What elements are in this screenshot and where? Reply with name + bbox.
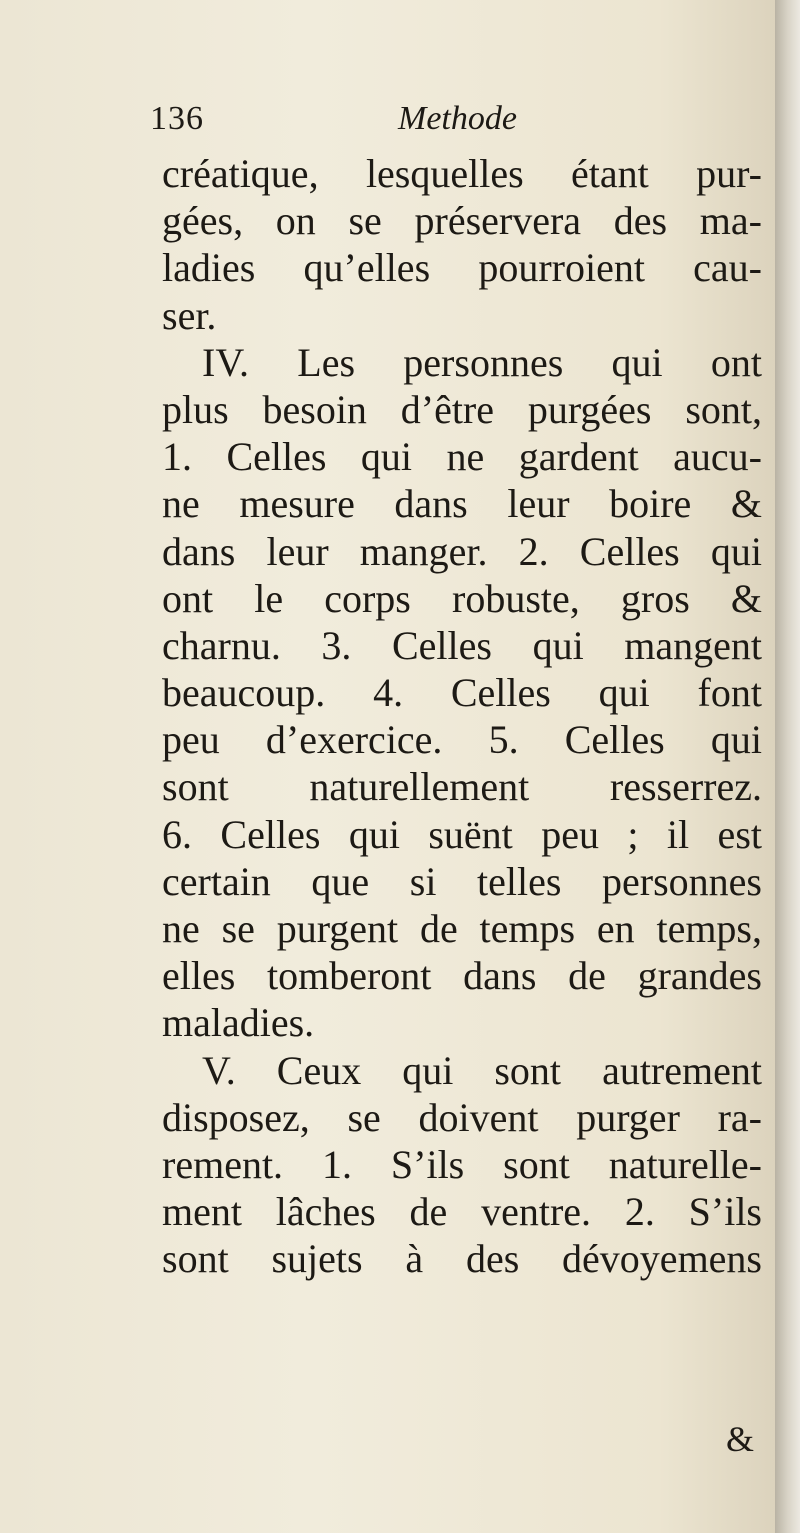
- text-line: certain que si telles personnes: [162, 858, 762, 904]
- text-line: IV. Les personnes qui ont: [202, 339, 762, 385]
- text-line: plus besoin d’être purgées sont,: [162, 386, 762, 432]
- text-line: sont naturellement resserrez.: [162, 764, 762, 810]
- text-line: ment lâches de ventre. 2. S’ils: [162, 1189, 762, 1235]
- page-header: [150, 100, 750, 146]
- text-line: charnu. 3. Celles qui mangent: [162, 622, 762, 668]
- text-line: 6. Celles qui suënt peu ; il est: [162, 811, 762, 857]
- running-head: Methode: [398, 100, 517, 137]
- catchword: &: [726, 1419, 755, 1459]
- text-line: sont sujets à des dévoyemens: [162, 1236, 762, 1282]
- text-line: beaucoup. 4. Celles qui font: [162, 670, 762, 716]
- text-line: peu d’exercice. 5. Celles qui: [162, 717, 762, 763]
- text-line: maladies.: [162, 1000, 315, 1046]
- body-text: [162, 150, 762, 1283]
- text-line: rement. 1. S’ils sont naturelle-: [162, 1141, 762, 1187]
- text-line: elles tomberont dans de grandes: [162, 953, 762, 999]
- page-number: 136: [150, 100, 204, 137]
- text-line: ladies qu’elles pourroient cau-: [162, 245, 762, 291]
- text-line: 1. Celles qui ne gardent aucu-: [162, 434, 762, 480]
- text-line: ne se purgent de temps en temps,: [162, 906, 762, 951]
- text-line: ne mesure dans leur boire &: [162, 481, 762, 527]
- text-line: ont le corps robuste, gros &: [162, 575, 762, 621]
- text-line: gées, on se préservera des ma-: [162, 198, 762, 244]
- text-line: dans leur manger. 2. Celles qui: [162, 528, 762, 574]
- page-gutter: [775, 0, 800, 1533]
- text-line: V. Ceux qui sont autrement: [202, 1047, 762, 1093]
- text-line: ser.: [162, 292, 217, 338]
- text-line: disposez, se doivent purger ra-: [162, 1094, 762, 1140]
- text-line: créatique, lesquelles étant pur-: [162, 151, 762, 196]
